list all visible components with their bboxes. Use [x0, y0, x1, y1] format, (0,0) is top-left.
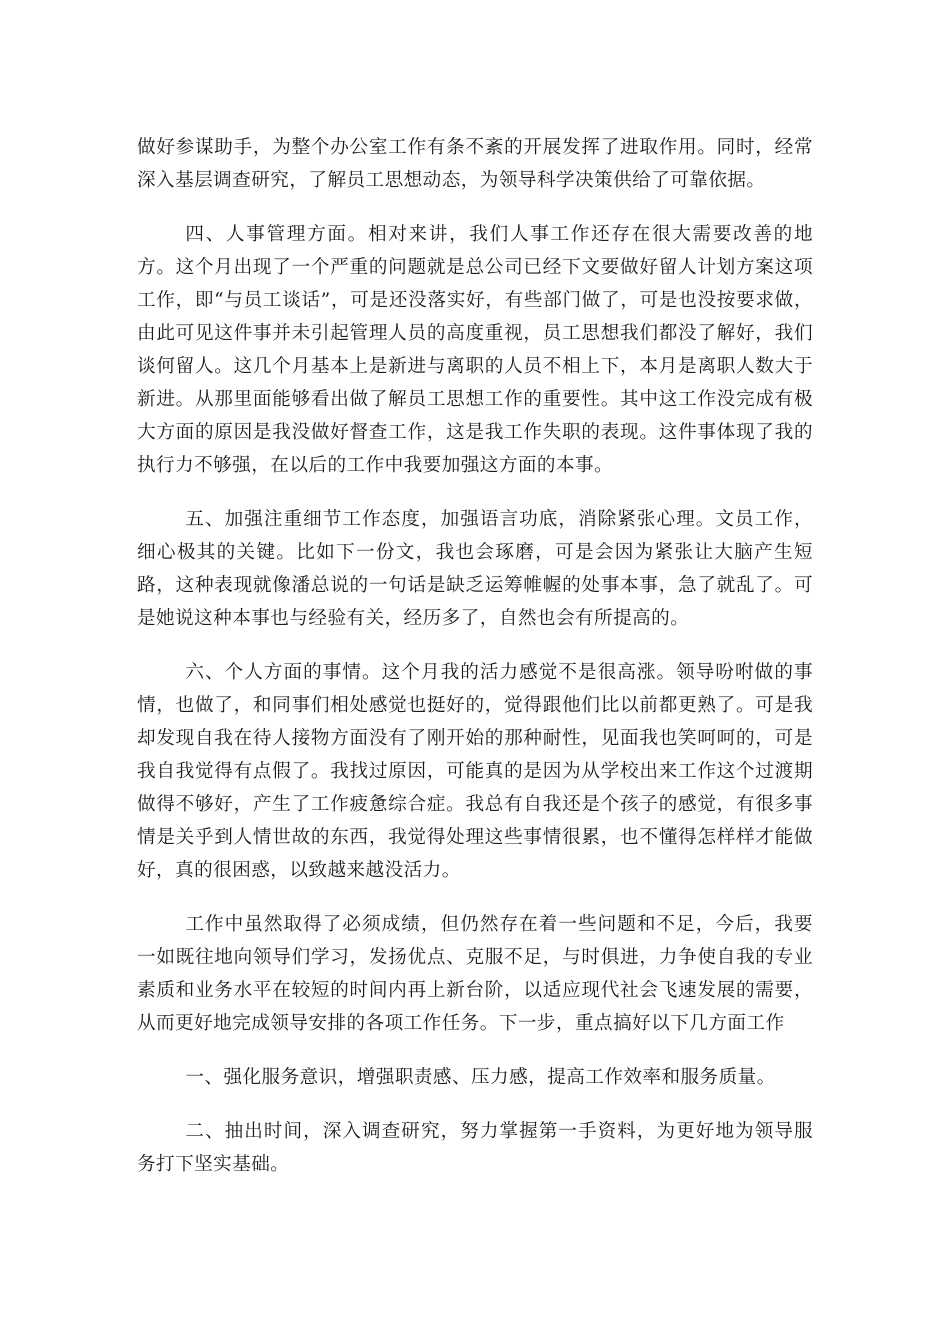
paragraph-summary-next-steps: 工作中虽然取得了必须成绩，但仍然存在着一些问题和不足，今后，我要一如既往地向领导们学习，发扬优点、克服不足，与时俱进，力争使自我的专业素质和业务水平在较短的时间内再上新台阶，以适应现代社会飞速发展的需要，从而更好地完成领导安排的各项工作任务。下一步，重点搞好以下几方面工作 — [137, 914, 813, 1034]
paragraph-item-one: 一、强化服务意识，增强职责感、压力感，提高工作效率和服务质量。 — [185, 1067, 776, 1088]
document-body — [137, 131, 813, 1181]
paragraph-attention-to-detail: 五、加强注重细节工作态度，加强语言功底，消除紧张心理。文员工作，细心极其的关键。比如下一份文，我也会琢磨，可是会因为紧张让大脑产生短路，这种表现就像潘总说的一句话是缺乏运筹帷幄的处事本事，急了就乱了。可是她说这种本事也与经验有关，经历多了，自然也会有所提高的。 — [137, 509, 813, 629]
paragraph-item-two: 二、抽出时间，深入调查研究，努力掌握第一手资料，为更好地为领导服务打下坚实基础。 — [137, 1121, 813, 1175]
paragraph-personal-matters: 六、个人方面的事情。这个月我的活力感觉不是很高涨。领导吩咐做的事情，也做了，和同事们相处感觉也挺好的，觉得跟他们比以前都更熟了。可是我却发现自我在待人接物方面没有了刚开始的那种耐性，见面我也笑呵呵的，可是我自我觉得有点假了。我找过原因，可能真的是因为从学校出来工作这个过渡期做得不够好，产生了工作疲惫综合症。我总有自我还是个孩子的感觉，有很多事情是关乎到人情世故的东西，我觉得处理这些事情很累，也不懂得怎样样才能做好，真的很困惑，以致越来越没活力。 — [137, 662, 813, 881]
paragraph-personnel-management: 四、人事管理方面。相对来讲，我们人事工作还存在很大需要改善的地方。这个月出现了一个严重的问题就是总公司已经下文要做好留人计划方案这项工作，即“与员工谈话”，可是还没落实好，有些部门做了，可是也没按要求做，由此可见这件事并未引起管理人员的高度重视，员工思想我们都没了解好，我们谈何留人。这几个月基本上是新进与离职的人员不相上下，本月是离职人数大于新进。从那里面能够看出做了解员工思想工作的重要性。其中这工作没完成有极大方面的原因是我没做好督查工作，这是我工作失职的表现。这件事体现了我的执行力不够强，在以后的工作中我要加强这方面的本事。 — [137, 224, 813, 476]
paragraph-continuation: 做好参谋助手，为整个办公室工作有条不紊的开展发挥了进取作用。同时，经常深入基层调查研究，了解员工思想动态，为领导科学决策供给了可靠依据。 — [137, 137, 813, 191]
